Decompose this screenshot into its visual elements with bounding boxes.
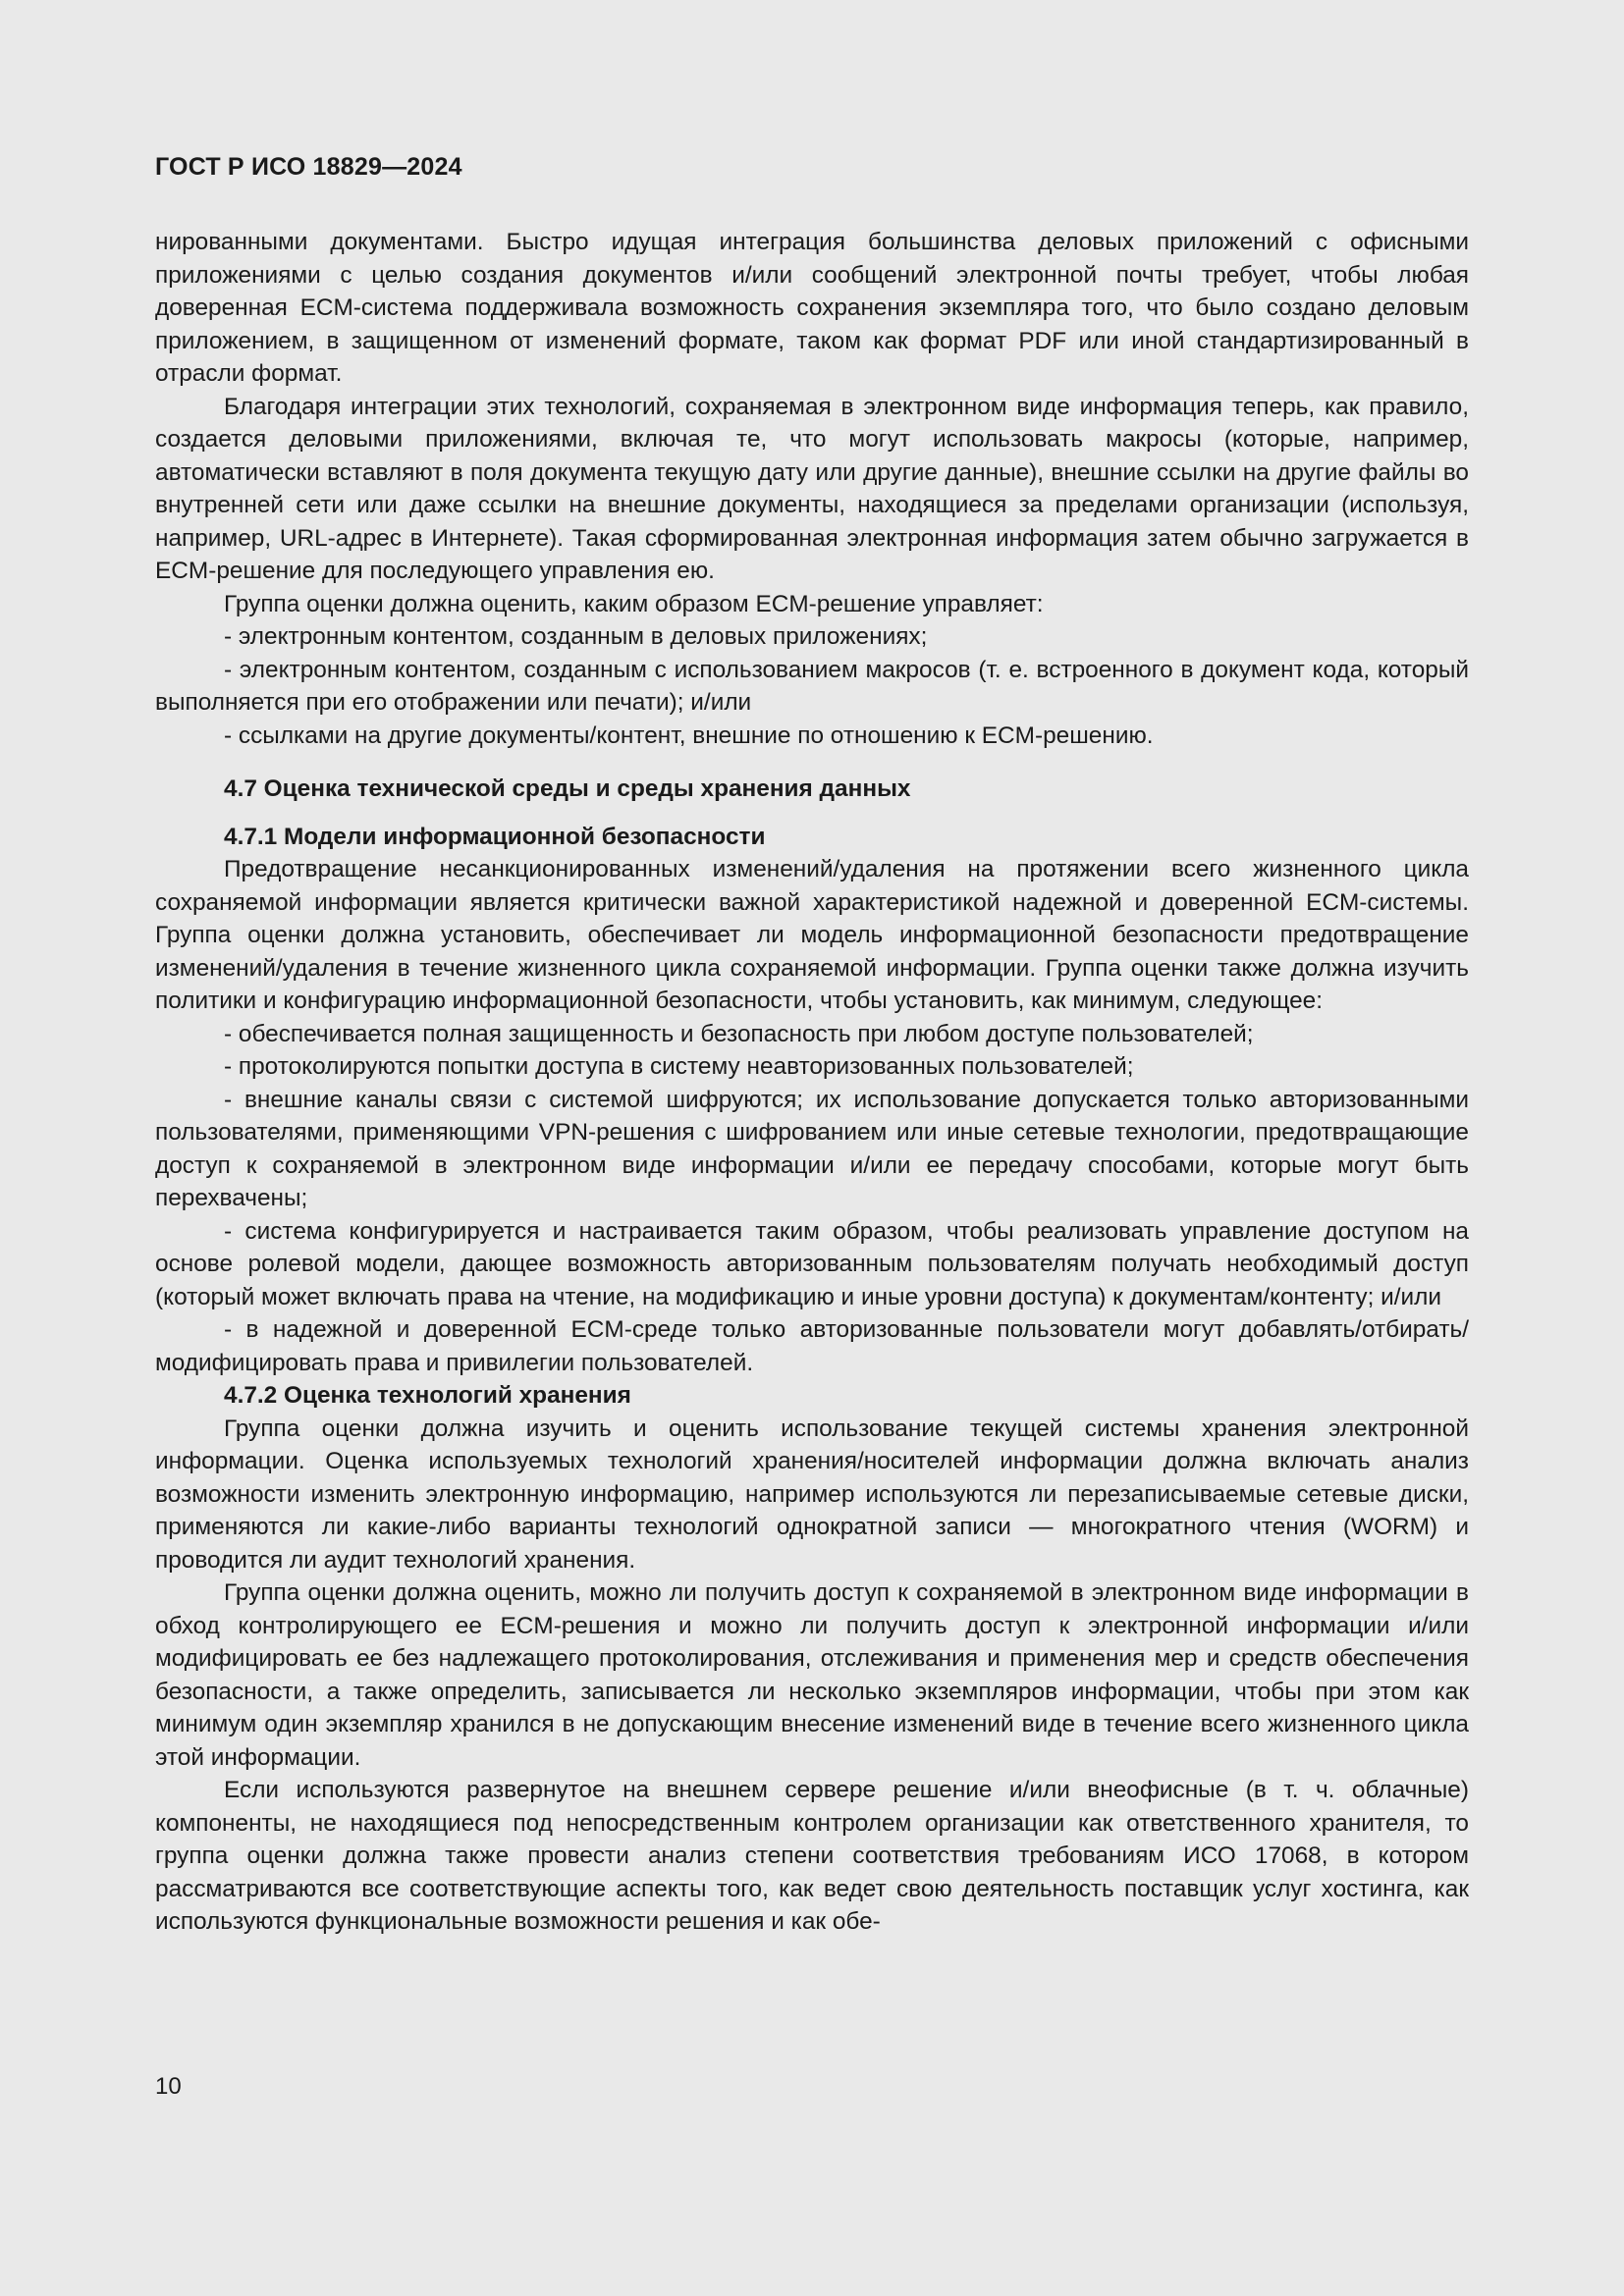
paragraph-security-models: Предотвращение несанкционированных изменений/удаления на протяжении всего жизненного цикла сохраняемой информации является критически важной характеристикой надежной и доверенной ECM-системы. Группа оценки должна установить, обеспечивает ли модель информационной безопасности предотвращение изменений/удаления в течение жизненного цикла сохраняемой информации. Группа оценки также должна изучить политики и конфигурацию информационной безопасности, чтобы установить, как минимум, следующее: (155, 856, 1469, 1014)
list-item-business-apps: - электронным контентом, созданным в деловых приложениях; (224, 623, 928, 650)
document-body (155, 226, 1469, 1939)
paragraph-integration: Благодаря интеграции этих технологий, сохраняемая в электронном виде информация теперь, как правило, создается деловыми приложениями, включая те, что могут использовать макросы (которые, например, автоматически вставляют в поля документа текущую дату или другие данные), внешние ссылки на другие файлы во внутренней сети или даже ссылки на внешние документы, находящиеся за пределами организации (используя, например, URL-адрес в Интернете). Такая сформированная электронная информация затем обычно загружается в ECM-решение для последующего управления ею. (155, 393, 1469, 584)
list-item-role-model: - система конфигурируется и настраивается таким образом, чтобы реализовать управление доступом на основе ролевой модели, дающее возможность авторизованным пользователям получать необходимый доступ (который может включать права на чтение, на модификацию и иные уровни доступа) к документам/контенту; и/или (155, 1217, 1469, 1310)
list-item-user-access: - обеспечивается полная защищенность и безопасность при любом доступе пользователей; (224, 1020, 1254, 1047)
section-heading-4-7-2: 4.7.2 Оценка технологий хранения (224, 1382, 631, 1409)
list-item-privileges: - в надежной и доверенной ECM-среде только авторизованные пользователи могут добавлять/отбирать/модифицировать права и привилегии пользователей. (155, 1316, 1469, 1376)
list-item-external-links: - ссылками на другие документы/контент, внешние по отношению к ECM-решению. (224, 721, 1154, 749)
paragraph-hosting: Если используются развернутое на внешнем сервере решение и/или внеофисные (в т. ч. облачные) компоненты, не находящиеся под непосредственным контролем организации как ответственного хранителя, то группа оценки должна также провести анализ степени соответствия требованиям ИСО 17068, в котором рассматриваются все соответствующие аспекты того, как ведет свою деятельность поставщик услуг хостинга, как используются функциональные возможности решения и как обе- (155, 1777, 1469, 1935)
section-heading-4-7: 4.7 Оценка технической среды и среды хранения данных (224, 775, 911, 802)
list-item-macros: - электронным контентом, созданным с использованием макросов (т. е. встроенного в документ кода, который выполняется при его отображении или печати); и/или (155, 656, 1469, 716)
list-item-unauthorized-logging: - протоколируются попытки доступа в систему неавторизованных пользователей; (224, 1053, 1134, 1080)
paragraph-ecm-management: Группа оценки должна оценить, каким образом ECM-решение управляет: (224, 590, 1044, 617)
document-code-header: ГОСТ Р ИСО 18829—2024 (155, 153, 462, 181)
section-heading-4-7-1: 4.7.1 Модели информационной безопасности (224, 823, 766, 850)
paragraph-continuation: нированными документами. Быстро идущая интеграция большинства деловых приложений с офисными приложениями с целью создания документов и/или сообщений электронной почты требует, чтобы любая доверенная ECM-система поддерживала возможность сохранения экземпляра того, что было создано деловым приложением, в защищенном от изменений формате, таком как формат PDF или иной стандартизированный в отрасли формат. (155, 229, 1469, 387)
paragraph-storage-tech: Группа оценки должна изучить и оценить использование текущей системы хранения электронной информации. Оценка используемых технологий хранения/носителей информации должна включать анализ возможности изменить электронную информацию, например используются ли перезаписываемые сетевые диски, применяются ли какие-либо варианты технологий однократной записи — многократного чтения (WORM) и проводится ли аудит технологий хранения. (155, 1415, 1469, 1574)
paragraph-bypass-access: Группа оценки должна оценить, можно ли получить доступ к сохраняемой в электронном виде информации в обход контролирующего ее ECM-решения и можно ли получить доступ к электронной информации и/или модифицировать ее без надлежащего протоколирования, отслеживания и применения мер и средств обеспечения безопасности, а также определить, записывается ли несколько экземпляров информации, чтобы при этом как минимум один экземпляр хранился в не допускающим внесение изменений виде в течение всего жизненного цикла этой информации. (155, 1579, 1469, 1771)
page-number: 10 (155, 2073, 182, 2100)
list-item-encryption: - внешние каналы связи с системой шифруются; их использование допускается только авторизованными пользователями, применяющими VPN-решения с шифрованием или иные сетевые технологии, предотвращающие доступ к сохраняемой в электронном виде информации и/или ее передачу способами, которые могут быть перехвачены; (155, 1086, 1469, 1211)
